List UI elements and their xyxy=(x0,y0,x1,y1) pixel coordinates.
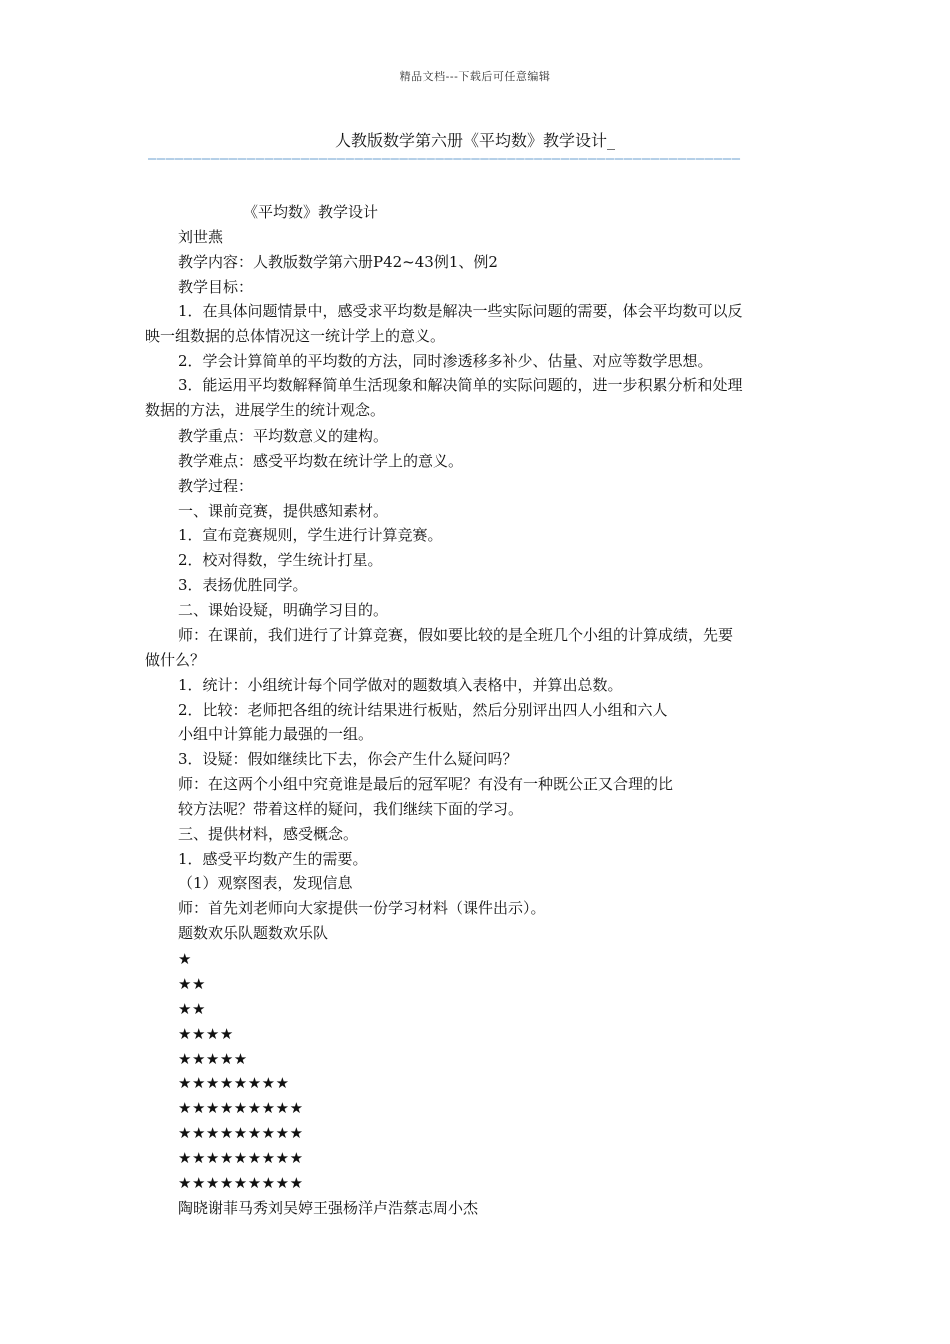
text-line: 做什么？ xyxy=(145,651,206,669)
text-line: 1．统计：小组统计每个同学做对的题数填入表格中，并算出总数。 xyxy=(178,676,623,694)
star-row: ★★ xyxy=(178,1000,206,1018)
document-title: 人教版数学第六册《平均数》教学设计_ xyxy=(334,131,615,150)
text-line: 映一组数据的总体情况这一统计学上的意义。 xyxy=(145,327,446,345)
section-title: 《平均数》教学设计 xyxy=(243,203,379,221)
star-row: ★★ xyxy=(178,975,206,993)
text-line: 3．能运用平均数解释简单生活现象和解决简单的实际问题的，进一步积累分析和处理 xyxy=(178,376,743,394)
star-row: ★★★★★★★★★ xyxy=(178,1124,304,1142)
text-line: 教学重点：平均数意义的建构。 xyxy=(178,427,389,445)
text-line: 2．比较：老师把各组的统计结果进行板贴，然后分别评出四人小组和六人 xyxy=(178,701,668,719)
student-names: 陶晓谢菲马秀刘吴婷王强杨洋卢浩蔡志周小杰 xyxy=(178,1199,479,1217)
text-line: 小组中计算能力最强的一组。 xyxy=(178,725,374,743)
star-row: ★★★★★★★★★ xyxy=(178,1099,304,1117)
text-line: 一、课前竞赛，提供感知素材。 xyxy=(178,502,389,520)
text-line: 三、提供材料，感受概念。 xyxy=(178,825,359,843)
text-line: 二、课始设疑，明确学习目的。 xyxy=(178,601,389,619)
text-line: 教学内容：人教版数学第六册P42~43例1、例2 xyxy=(178,253,498,271)
star-row: ★★★★★★★★★ xyxy=(178,1149,304,1167)
star-row: ★★★★★★★★ xyxy=(178,1074,290,1092)
document-header: 精品文档---下载后可任意编辑 xyxy=(399,70,551,83)
text-line: 较方法呢？带着这样的疑问，我们继续下面的学习。 xyxy=(178,800,524,818)
text-line: 1．在具体问题情景中，感受求平均数是解决一些实际问题的需要，体会平均数可以反 xyxy=(178,302,743,320)
text-line: 教学目标： xyxy=(178,278,254,296)
text-line: 数据的方法，进展学生的统计观念。 xyxy=(145,401,386,419)
title-divider: —————————————————————————————————————————————————————————————————— xyxy=(148,151,741,167)
text-line: 教学难点：感受平均数在统计学上的意义。 xyxy=(178,452,464,470)
author-name: 刘世燕 xyxy=(178,228,224,246)
text-line: 1．感受平均数产生的需要。 xyxy=(178,850,368,868)
star-row: ★★★★★★★★★ xyxy=(178,1174,304,1192)
star-row: ★★★★★ xyxy=(178,1050,248,1068)
text-line: 1．宣布竞赛规则，学生进行计算竞赛。 xyxy=(178,526,443,544)
text-line: 题数欢乐队题数欢乐队 xyxy=(178,924,329,942)
star-row: ★★★★ xyxy=(178,1025,234,1043)
text-line: 2．学会计算简单的平均数的方法，同时渗透移多补少、估量、对应等数学思想。 xyxy=(178,352,713,370)
text-line: 师：在课前，我们进行了计算竞赛，假如要比较的是全班几个小组的计算成绩，先要 xyxy=(178,626,734,644)
text-line: 师：在这两个小组中究竟谁是最后的冠军呢？有没有一种既公正又合理的比 xyxy=(178,775,674,793)
text-line: 3．表扬优胜同学。 xyxy=(178,576,308,594)
text-line: 2．校对得数，学生统计打星。 xyxy=(178,551,383,569)
text-line: 教学过程： xyxy=(178,477,254,495)
text-line: 师：首先刘老师向大家提供一份学习材料（课件出示）。 xyxy=(178,899,546,917)
star-row: ★ xyxy=(178,950,192,968)
text-line: （1）观察图表，发现信息 xyxy=(178,874,353,892)
text-line: 3．设疑：假如继续比下去，你会产生什么疑问吗？ xyxy=(178,750,518,768)
